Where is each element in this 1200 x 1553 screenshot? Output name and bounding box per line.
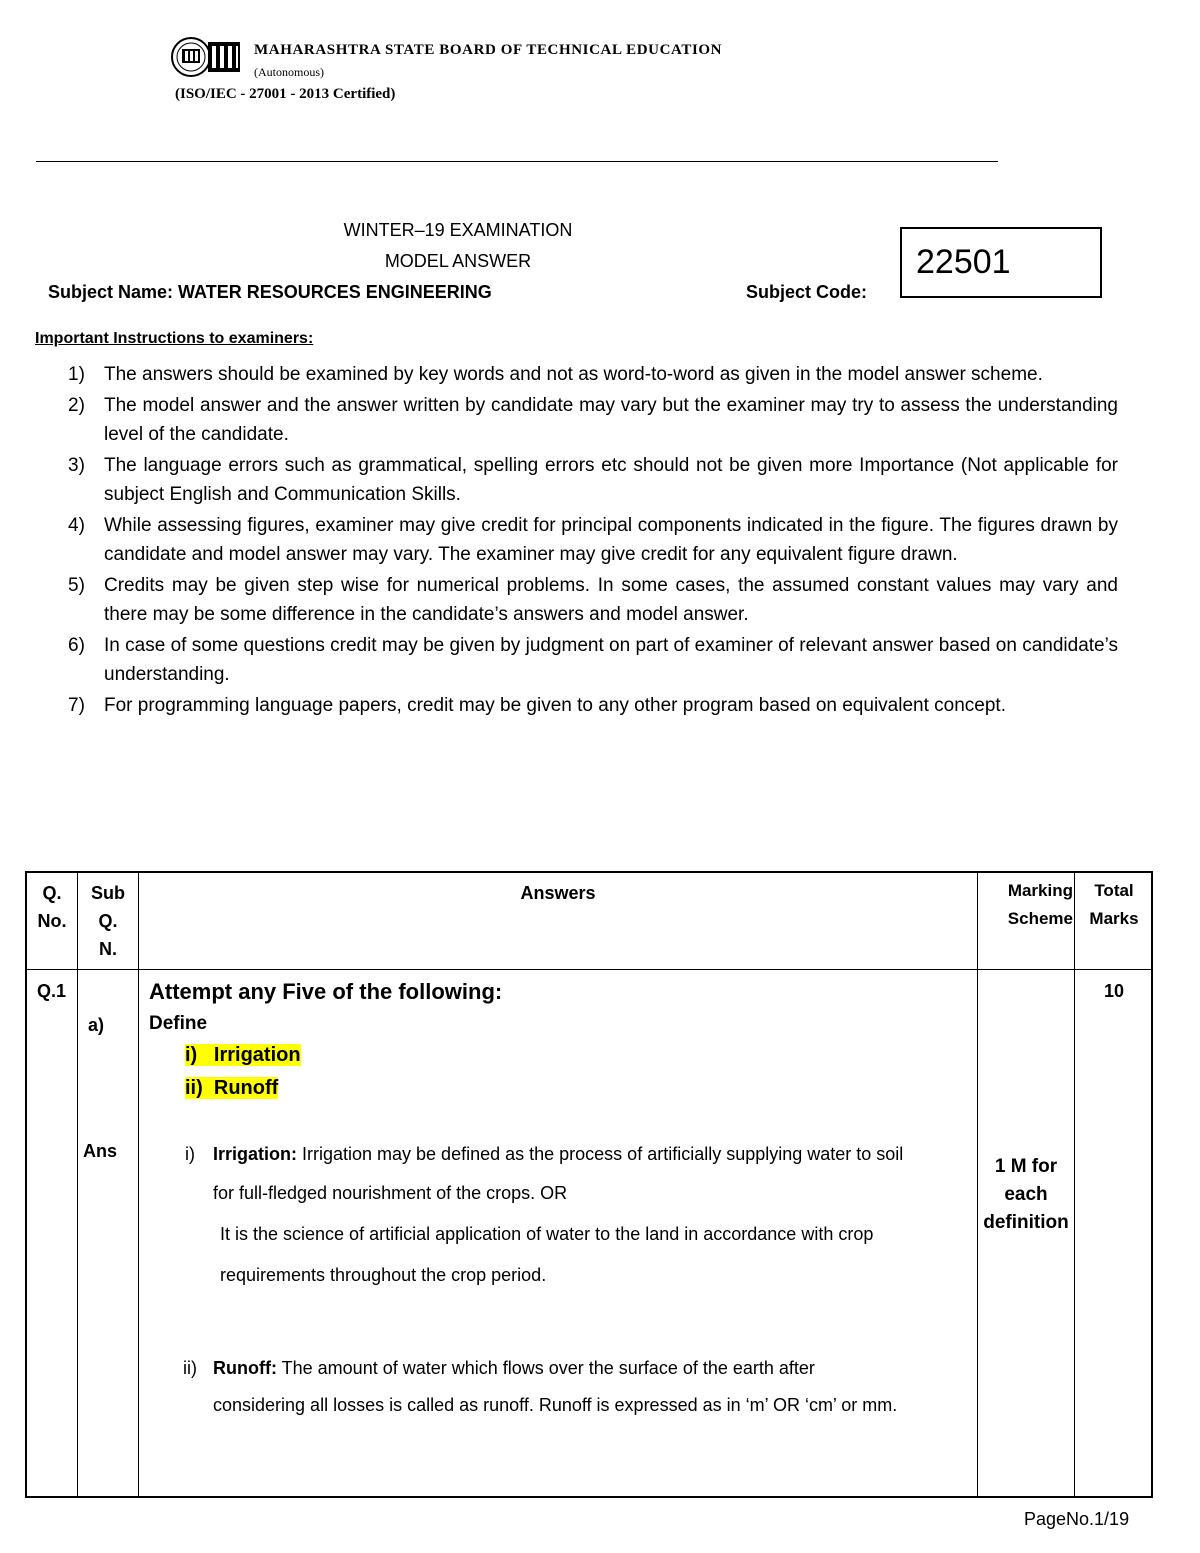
- question-title: Attempt any Five of the following:: [149, 979, 503, 1004]
- iso-certification: (ISO/IEC - 27001 - 2013 Certified): [175, 86, 396, 102]
- instruction-item: 6) In case of some questions credit may be given by judgment on part of examiner of relevant answer based on candidate’s understanding.: [68, 635, 1118, 685]
- irrigation-definition-line: for full-fledged nourishment of the crops. OR: [213, 1183, 568, 1203]
- header-answers: Answers: [520, 883, 596, 903]
- header-total-marks: Total Marks: [1089, 881, 1139, 928]
- header-row-divider: [27, 969, 1151, 970]
- column-divider: [138, 873, 139, 1496]
- irrigation-number: i): [185, 1144, 195, 1164]
- instruction-item: 3) The language errors such as grammatical, spelling errors etc should not be given more Importance (Not applicable for subject English and Communication Skills.: [68, 455, 1118, 505]
- model-answer-title: MODEL ANSWER: [384, 251, 532, 271]
- answer-label: Ans: [83, 1141, 118, 1161]
- instruction-item: 5) Credits may be given step wise for numerical problems. In some cases, the assumed constant values may vary and there may be some difference in the candidate’s answers and model answer.: [68, 575, 1118, 625]
- header-marking-scheme: Marking Scheme: [1007, 881, 1073, 928]
- header-qno: Q. No.: [37, 883, 67, 931]
- sub-question: a): [88, 1015, 105, 1035]
- marking-scheme: 1 M for each definition: [983, 1156, 1069, 1233]
- runoff-number: ii): [183, 1358, 197, 1378]
- instructions-list: [68, 360, 1118, 722]
- subject-code-label: Subject Code:: [746, 282, 868, 302]
- irrigation-definition-line: It is the science of artificial application of water to the land in accordance with crop: [220, 1224, 874, 1244]
- msbte-logo: [170, 36, 242, 78]
- subject-name: Subject Name: WATER RESOURCES ENGINEERING: [48, 282, 492, 302]
- autonomous-label: (Autonomous): [254, 65, 324, 79]
- board-name: MAHARASHTRA STATE BOARD OF TECHNICAL EDUCATION: [254, 42, 723, 58]
- header-subq: Sub Q. N.: [91, 883, 125, 959]
- define-label: Define: [149, 1013, 208, 1034]
- instruction-item: 1) The answers should be examined by key words and not as word-to-word as given in the model answer scheme.: [68, 364, 1043, 385]
- question-number: Q.1: [37, 981, 67, 1001]
- runoff-definition-line: Runoff: The amount of water which flows over the surface of the earth after: [213, 1358, 815, 1378]
- instruction-item: 7) For programming language papers, credit may be given to any other program based on equivalent concept.: [68, 695, 1006, 716]
- exam-title: WINTER–19 EXAMINATION: [343, 220, 573, 240]
- column-divider: [77, 873, 78, 1496]
- define-item-runoff: ii) Runoff: [185, 1077, 279, 1099]
- irrigation-definition-line: Irrigation: Irrigation may be defined as the process of artificially supplying water to soil: [213, 1144, 904, 1164]
- answer-table: [25, 871, 1153, 1498]
- total-marks: 10: [1103, 981, 1125, 1001]
- define-item-irrigation: i) Irrigation: [185, 1044, 301, 1066]
- irrigation-definition-line: requirements throughout the crop period.: [220, 1265, 547, 1285]
- instructions-heading: Important Instructions to examiners:: [35, 330, 314, 347]
- page-number: PageNo.1/19: [1024, 1509, 1130, 1529]
- runoff-definition-line: considering all losses is called as runoff. Runoff is expressed as in ‘m’ OR ‘cm’ or mm.: [213, 1395, 898, 1415]
- instruction-item: 4) While assessing figures, examiner may give credit for principal components indicated in the figure. The figures drawn by candidate and model answer may vary. The examiner may give credit for any equivalent figure drawn.: [68, 515, 1118, 565]
- instruction-item: 2) The model answer and the answer written by candidate may vary but the examiner may try to assess the understanding level of the candidate.: [68, 395, 1118, 445]
- header-divider: [36, 161, 998, 162]
- subject-code-box: 22501: [900, 227, 1102, 298]
